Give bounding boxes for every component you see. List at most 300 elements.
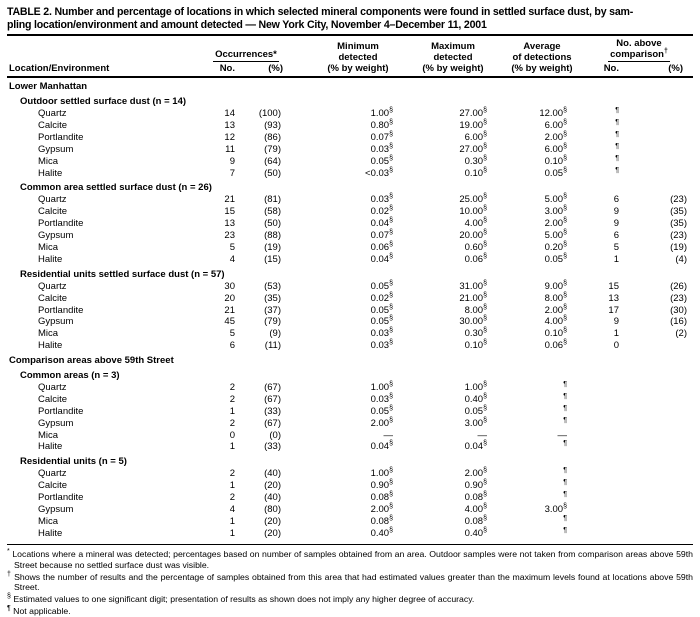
occurrences-no: 1 (229, 405, 235, 417)
maximum-detected: 10.00§ (459, 205, 487, 218)
mineral-name: Calcite (38, 393, 68, 405)
footnote-marker: * (7, 547, 10, 555)
occurrences-pct: (40) (264, 468, 281, 480)
maximum-detected: 0.08§ (464, 514, 487, 527)
average-of-detections: 0.20§ (544, 240, 567, 253)
mineral-name: Halite (38, 167, 63, 179)
table-row (7, 206, 693, 218)
table-row (7, 242, 693, 254)
occurrences-pct: (53) (264, 280, 281, 292)
occurrences-group-label: Occurrences* (215, 49, 277, 61)
minimum-detected: 0.05§ (370, 279, 393, 292)
above-comparison-pct (643, 528, 693, 540)
table-row (7, 480, 693, 492)
average-of-detections: ¶ (563, 479, 567, 487)
mineral-name: Halite (38, 253, 63, 265)
mineral-name: Gypsum (38, 230, 74, 242)
above-comparison-no: 17 (608, 304, 619, 316)
minimum-detected: 0.90§ (370, 479, 393, 492)
occurrences-no: 9 (229, 155, 235, 167)
footnote-marker: § (7, 593, 11, 601)
above-comparison-pct (643, 441, 693, 453)
above-comparison-pct (643, 120, 693, 132)
average-of-detections: 2.00§ (544, 303, 567, 316)
maximum-detected: 0.05§ (464, 404, 487, 417)
table-row (7, 281, 693, 293)
group-row-label: Residential units settled surface dust (n = 57) (20, 268, 225, 280)
above-comparison-no: 9 (613, 206, 619, 218)
above-comparison-no (585, 382, 643, 394)
table-row (7, 168, 693, 180)
above-comparison-no: ¶ (615, 118, 619, 126)
mineral-name: Calcite (38, 292, 68, 304)
above-comparison-no: 6 (613, 194, 619, 206)
mineral-name: Quartz (38, 280, 67, 292)
occurrences-no: 45 (224, 316, 235, 328)
occurrences-pct: (33) (264, 441, 281, 453)
minimum-detected: 0.03§ (370, 142, 393, 155)
occurrences-pct-label: (%) (268, 63, 283, 75)
maximum-detected: 6.00§ (464, 130, 487, 143)
maximum-detected: 0.04§ (464, 440, 487, 453)
table-row (7, 430, 693, 442)
average-of-detections: 5.00§ (544, 193, 567, 206)
occurrences-pct: (37) (264, 304, 281, 316)
occurrences-pct: (20) (264, 527, 281, 539)
minimum-detected: 0.04§ (370, 440, 393, 453)
maximum-detected: 2.00§ (464, 467, 487, 480)
minimum-detected: 0.07§ (370, 130, 393, 143)
table-row (7, 230, 693, 242)
above-comparison-pct: (30) (670, 304, 687, 316)
above-comparison-pct (643, 132, 693, 144)
average-of-detections: ¶ (563, 490, 567, 498)
above-comparison-no (585, 516, 643, 528)
average-of-detections: 0.10§ (544, 154, 567, 167)
above-comparison-no: ¶ (615, 166, 619, 174)
maximum-detected: 0.10§ (464, 339, 487, 352)
minimum-detected: 1.00§ (370, 106, 393, 119)
above-comparison-no: 15 (608, 280, 619, 292)
occurrences-no: 2 (229, 492, 235, 504)
occurrences-no: 4 (229, 253, 235, 265)
footnote: ¶ Not applicable. (7, 605, 71, 617)
minimum-detected: 0.02§ (370, 205, 393, 218)
table-row (7, 394, 693, 406)
occurrences-no: 5 (229, 328, 235, 340)
average-of-detections: 0.06§ (544, 339, 567, 352)
above-comparison-pct (643, 394, 693, 406)
occurrences-no: 2 (229, 381, 235, 393)
above-comparison-no: 9 (613, 316, 619, 328)
above-comparison-pct (643, 504, 693, 516)
footnote: † Shows the number of results and the percentage of samples obtained from this area that had estimated values greater than the maximum levels found at locations above 59th Street. (7, 570, 693, 593)
maximum-detected: 30.00§ (459, 315, 487, 328)
above-comparison-pct: (19) (670, 241, 687, 253)
occurrences-pct: (67) (264, 393, 281, 405)
group-row (7, 367, 693, 382)
maximum-detected: 0.10§ (464, 166, 487, 179)
table-row (7, 441, 693, 453)
maximum-detected: 19.00§ (459, 118, 487, 131)
mineral-name: Mica (38, 328, 59, 340)
above-comparison-pct: (23) (670, 194, 687, 206)
minimum-detected: 1.00§ (370, 380, 393, 393)
section-row-label: Lower Manhattan (9, 81, 88, 93)
above-comparison-pct: (26) (670, 280, 687, 292)
above-comparison-pct: (23) (670, 230, 687, 242)
average-of-detections: 12.00§ (539, 106, 567, 119)
minimum-detected: 0.04§ (370, 217, 393, 230)
mineral-name: Portlandite (38, 218, 84, 230)
table-row (7, 492, 693, 504)
maximum-detected: 4.00§ (464, 217, 487, 230)
table-row (7, 254, 693, 266)
occurrences-pct: (79) (264, 143, 281, 155)
occurrences-no: 2 (229, 393, 235, 405)
above-comparison-pct (643, 108, 693, 120)
group-row-label: Common areas (n = 3) (20, 370, 120, 382)
occurrences-pct: (9) (269, 328, 281, 340)
mineral-name: Gypsum (38, 316, 74, 328)
above-comparison-no (585, 528, 643, 540)
occurrences-no: 2 (229, 468, 235, 480)
table-row (7, 144, 693, 156)
minimum-detected: 1.00§ (370, 467, 393, 480)
occurrences-pct: (100) (258, 108, 281, 119)
footnote-marker: † (7, 570, 12, 578)
average-of-detections: ¶ (563, 380, 567, 388)
occurrences-no: 13 (224, 119, 235, 131)
minimum-detected: 0.05§ (370, 315, 393, 328)
occurrences-no: 23 (224, 230, 235, 242)
mineral-name: Quartz (38, 194, 67, 206)
minimum-detected: 0.02§ (370, 291, 393, 304)
footnotes (7, 544, 693, 617)
above-comparison-pct: (23) (670, 292, 687, 304)
occurrences-pct: (50) (264, 167, 281, 179)
average-of-detections: 3.00§ (544, 205, 567, 218)
minimum-detected: 0.04§ (370, 252, 393, 265)
above-comparison-no (585, 480, 643, 492)
average-of-detections: ¶ (563, 392, 567, 400)
column-header-above-comparison (585, 38, 693, 77)
table-row (7, 468, 693, 480)
table-body (7, 77, 693, 540)
group-row (7, 93, 693, 108)
maximum-detected: 27.00§ (459, 142, 487, 155)
average-of-detections: ¶ (563, 467, 567, 475)
occurrences-no: 12 (224, 131, 235, 143)
maximum-detected: 0.90§ (464, 479, 487, 492)
table-row (7, 194, 693, 206)
minimum-detected: 0.08§ (370, 514, 393, 527)
average-of-detections: 0.10§ (544, 327, 567, 340)
occurrences-pct: (79) (264, 316, 281, 328)
table-row (7, 156, 693, 168)
occurrences-pct: (15) (264, 253, 281, 265)
mineral-name: Calcite (38, 119, 68, 131)
table-row (7, 120, 693, 132)
above-comparison-pct: (16) (670, 316, 687, 328)
occurrences-no: 0 (229, 429, 235, 441)
mineral-name: Mica (38, 515, 59, 527)
maximum-detected: 20.00§ (459, 228, 487, 242)
occurrences-no-label: No. (219, 63, 235, 75)
mineral-data-table (7, 38, 693, 540)
occurrences-pct: (93) (264, 119, 281, 131)
average-of-detections: 8.00§ (544, 291, 567, 304)
above-comparison-pct (643, 430, 693, 442)
table-title-line2: pling location/environment and amount detected — New York City, November 4–December 11, 2001 (7, 18, 487, 31)
above-comparison-no (585, 468, 643, 480)
above-comparison-pct (643, 144, 693, 156)
group-row-label: Residential units (n = 5) (20, 456, 127, 468)
group-row (7, 266, 693, 281)
average-of-detections: — (557, 429, 567, 441)
above-comparison-no: 0 (613, 340, 619, 352)
occurrences-pct: (86) (264, 131, 281, 143)
group-row (7, 179, 693, 194)
mineral-name: Gypsum (38, 504, 74, 515)
above-comparison-pct (643, 340, 693, 352)
minimum-detected: 0.80§ (370, 118, 393, 131)
maximum-detected: 8.00§ (464, 303, 487, 316)
minimum-detected: 0.05§ (370, 154, 393, 167)
above-comparison-pct (643, 418, 693, 430)
above-comparison-pct (643, 156, 693, 168)
average-of-detections: 2.00§ (544, 130, 567, 143)
footnote: * Locations where a mineral was detected; percentages based on number of samples obtained from an area. Outdoor samples were not taken from comparison areas above 59th Street because no settled surface dust was visible. (7, 547, 693, 570)
mineral-name: Portlandite (38, 405, 84, 417)
mineral-name: Halite (38, 527, 63, 539)
occurrences-pct: (80) (264, 504, 281, 515)
above-comparison-no (585, 418, 643, 430)
maximum-detected: — (477, 429, 487, 441)
above-comparison-no (585, 430, 643, 442)
occurrences-pct: (20) (264, 515, 281, 527)
occurrences-no: 7 (229, 167, 235, 179)
column-header-occurrences (197, 38, 295, 77)
average-of-detections: ¶ (563, 526, 567, 534)
table-row (7, 504, 693, 516)
minimum-detected: 2.00§ (370, 416, 393, 429)
mineral-name: Portlandite (38, 131, 84, 143)
occurrences-pct: (19) (264, 241, 281, 253)
maximum-detected: 3.00§ (464, 416, 487, 429)
above-comparison-no: 13 (608, 292, 619, 304)
table-row (7, 305, 693, 317)
group-row (7, 453, 693, 468)
group-row-label: Common area settled surface dust (n = 26) (20, 182, 212, 194)
maximum-detected: 31.00§ (459, 279, 487, 292)
occurrences-no: 2 (229, 417, 235, 429)
occurrences-pct: (33) (264, 405, 281, 417)
above-comparison-pct (643, 480, 693, 492)
average-of-detections: 9.00§ (544, 279, 567, 292)
occurrences-no: 11 (225, 143, 235, 155)
above-comparison-no: 9 (613, 218, 619, 230)
occurrences-pct: (0) (269, 429, 281, 441)
above-comparison-pct: (35) (670, 218, 687, 230)
column-header-maximum: Maximum detected (% by weight) (407, 38, 499, 77)
above-comparison-no: 1 (613, 328, 619, 340)
table-header (7, 38, 693, 77)
above-comparison-no: ¶ (615, 106, 619, 114)
minimum-detected: <0.03§ (365, 166, 393, 179)
average-of-detections: 4.00§ (544, 315, 567, 328)
occurrences-no: 13 (224, 218, 235, 230)
maximum-detected: 1.00§ (464, 380, 487, 393)
occurrences-no: 1 (229, 515, 235, 527)
above-comparison-no (585, 504, 643, 516)
table-row (7, 328, 693, 340)
mineral-name: Quartz (38, 468, 67, 480)
maximum-detected: 0.30§ (464, 154, 487, 167)
occurrences-no: 1 (229, 441, 235, 453)
above-comparison-no: ¶ (615, 130, 619, 138)
occurrences-pct: (40) (264, 492, 281, 504)
occurrences-pct: (58) (264, 206, 281, 218)
mineral-name: Portlandite (38, 304, 84, 316)
occurrences-pct: (67) (264, 381, 281, 393)
table-row (7, 418, 693, 430)
dagger-marker: † (663, 48, 668, 56)
minimum-detected: 0.05§ (370, 404, 393, 417)
table-row (7, 316, 693, 328)
minimum-detected: 0.40§ (370, 526, 393, 539)
minimum-detected: 0.03§ (370, 193, 393, 206)
above-comparison-pct (643, 406, 693, 418)
table-row (7, 293, 693, 305)
minimum-detected: 0.07§ (370, 228, 393, 242)
section-row-label: Comparison areas above 59th Street (9, 355, 174, 367)
maximum-detected: 0.60§ (464, 240, 487, 253)
table-title (7, 6, 693, 36)
section-row (7, 77, 693, 93)
minimum-detected: 0.03§ (370, 327, 393, 340)
average-of-detections: 6.00§ (544, 142, 567, 155)
above-comparison-no (585, 441, 643, 453)
occurrences-no: 21 (224, 194, 235, 206)
minimum-detected: 0.03§ (370, 392, 393, 405)
average-of-detections: 3.00§ (544, 502, 567, 515)
mineral-name: Calcite (38, 206, 68, 218)
mineral-name: Portlandite (38, 492, 84, 504)
comparison-no-label: No. (603, 63, 619, 75)
maximum-detected: 0.06§ (464, 252, 487, 265)
above-comparison-pct (643, 168, 693, 180)
maximum-detected: 0.40§ (464, 392, 487, 405)
mineral-name: Halite (38, 340, 63, 352)
occurrences-no: 15 (224, 206, 235, 218)
above-comparison-pct: (2) (675, 328, 687, 340)
mineral-name: Halite (38, 441, 63, 453)
average-of-detections: ¶ (563, 416, 567, 424)
above-comparison-no: 1 (613, 253, 619, 265)
comparison-group-label: No. above comparison† (610, 38, 668, 61)
average-of-detections: 0.05§ (544, 166, 567, 179)
above-comparison-pct (643, 382, 693, 394)
average-of-detections: ¶ (563, 514, 567, 522)
average-of-detections: 6.00§ (544, 118, 567, 131)
mineral-name: Calcite (38, 480, 68, 492)
footnote: § Estimated values to one significant digit; presentation of results as shown does not imply any higher degree of accuracy. (7, 593, 475, 605)
maximum-detected: 21.00§ (459, 291, 487, 304)
average-of-detections: 2.00§ (544, 217, 567, 230)
mineral-name: Quartz (38, 381, 67, 393)
minimum-detected: 0.05§ (370, 303, 393, 316)
column-header-average: Average of detections (% by weight) (499, 38, 585, 77)
minimum-detected: 0.06§ (370, 240, 393, 253)
above-comparison-no: ¶ (615, 154, 619, 162)
occurrences-pct: (81) (264, 194, 281, 206)
group-row-label: Outdoor settled surface dust (n = 14) (20, 96, 187, 108)
above-comparison-pct (643, 468, 693, 480)
occurrences-pct: (35) (264, 292, 281, 304)
maximum-detected: 0.08§ (464, 490, 487, 504)
table-row (7, 132, 693, 144)
maximum-detected: 4.00§ (464, 502, 487, 515)
mineral-name: Quartz (38, 108, 67, 119)
above-comparison-no: 6 (613, 230, 619, 242)
maximum-detected: 27.00§ (459, 106, 487, 119)
table-row (7, 516, 693, 528)
above-comparison-no (585, 406, 643, 418)
table-row (7, 108, 693, 120)
mineral-name: Gypsum (38, 143, 74, 155)
occurrences-no: 21 (224, 304, 235, 316)
mineral-name: Mica (38, 429, 59, 441)
mineral-name: Mica (38, 241, 59, 253)
occurrences-no: 6 (229, 340, 235, 352)
occurrences-no: 1 (229, 480, 235, 492)
occurrences-pct: (20) (264, 480, 281, 492)
above-comparison-pct (643, 492, 693, 504)
average-of-detections: 5.00§ (544, 228, 567, 242)
above-comparison-pct: (4) (675, 253, 687, 265)
maximum-detected: 25.00§ (459, 193, 487, 206)
table-title-line1: TABLE 2. Number and percentage of locations in which selected mineral components were found in settled surface dust, by sam- (7, 6, 634, 18)
minimum-detected: — (383, 429, 393, 441)
above-comparison-no: 5 (613, 241, 619, 253)
above-comparison-no (585, 492, 643, 504)
above-comparison-no (585, 394, 643, 406)
occurrences-pct: (50) (264, 218, 281, 230)
minimum-detected: 0.03§ (370, 339, 393, 352)
column-header-minimum: Minimum detected (% by weight) (295, 38, 407, 77)
section-row (7, 352, 693, 367)
occurrences-no: 20 (224, 292, 235, 304)
mineral-name: Gypsum (38, 417, 74, 429)
table-row (7, 340, 693, 352)
average-of-detections: ¶ (563, 440, 567, 448)
above-comparison-pct: (35) (670, 206, 687, 218)
occurrences-pct: (88) (264, 230, 281, 242)
column-header-location: Location/Environment (7, 38, 197, 77)
comparison-pct-label: (%) (668, 63, 683, 75)
maximum-detected: 0.30§ (464, 327, 487, 340)
occurrences-no: 30 (224, 280, 235, 292)
minimum-detected: 0.08§ (370, 490, 393, 504)
footnote-marker: ¶ (7, 605, 11, 613)
occurrences-no: 4 (229, 504, 235, 515)
minimum-detected: 2.00§ (370, 502, 393, 515)
maximum-detected: 0.40§ (464, 526, 487, 539)
mineral-name: Mica (38, 155, 59, 167)
occurrences-no: 14 (224, 108, 235, 119)
table-row (7, 406, 693, 418)
